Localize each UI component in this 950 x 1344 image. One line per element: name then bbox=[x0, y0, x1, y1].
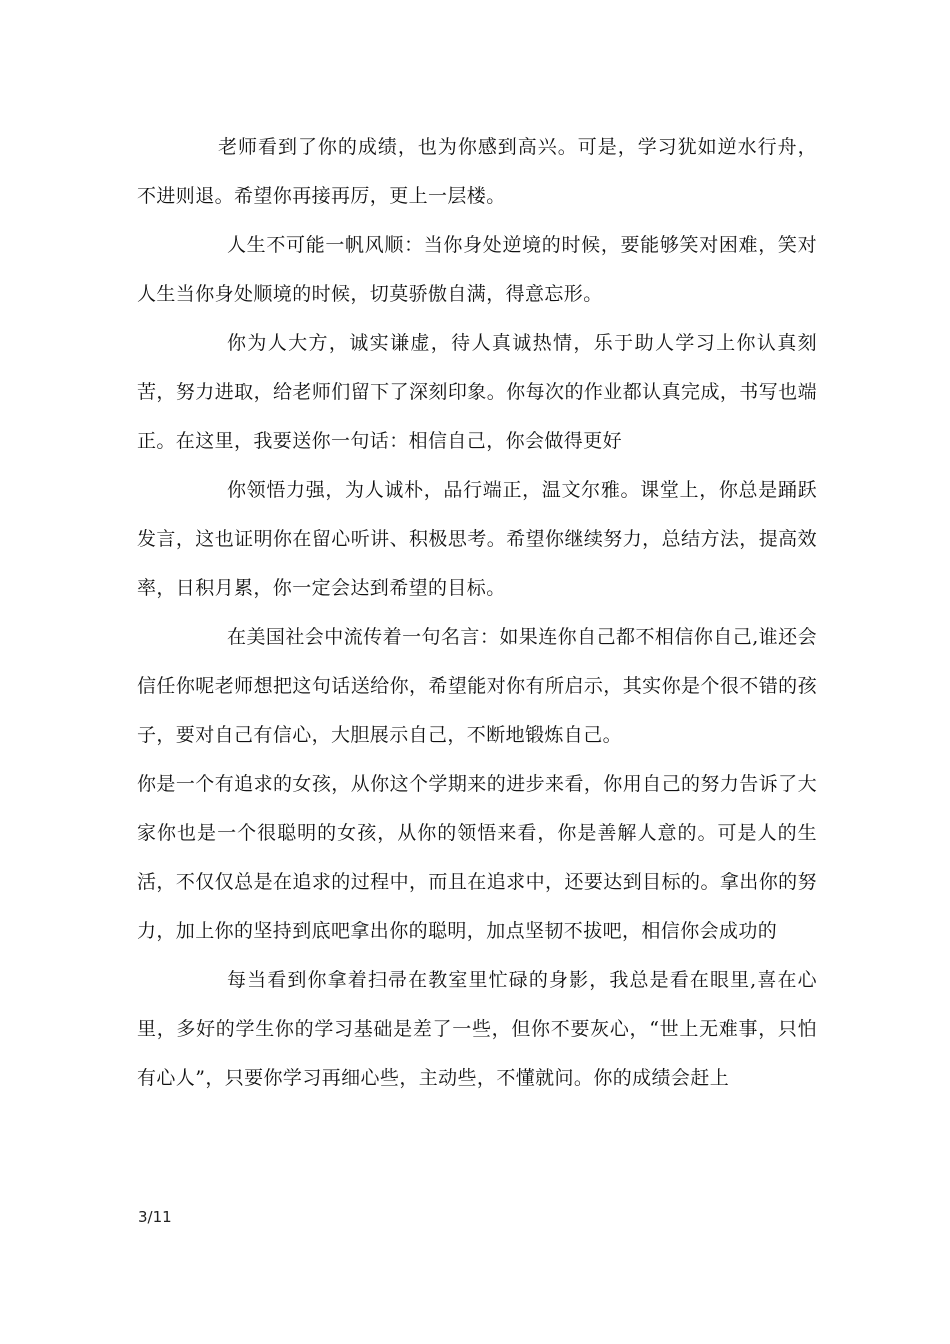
paragraph-6: 你是一个有追求的女孩，从你这个学期来的进步来看，你用自己的努力告诉了大家你也是一个很聪明的女孩，从你的领悟来看，你是善解人意的。可是人的生活，不仅仅总是在追求的过程中，而且在追求中，还要达到目标的。拿出你的努力，加上你的坚持到底吧拿出你的聪明，加点坚韧不拔吧，相信你会成功的 bbox=[137, 773, 817, 942]
paragraph-1: 老师看到了你的成绩，也为你感到高兴。可是，学习犹如逆水行舟，不进则退。希望你再接再厉，更上一层楼。 bbox=[137, 136, 817, 207]
paragraph-3: 你为人大方，诚实谦虚，待人真诚热情，乐于助人学习上你认真刻苦，努力进取，给老师们留下了深刻印象。你每次的作业都认真完成，书写也端正。在这里，我要送你一句话：相信自己，你会做得更好 bbox=[137, 332, 817, 452]
paragraph-4: 你领悟力强，为人诚朴，品行端正，温文尔雅。课堂上，你总是踊跃发言，这也证明你在留心听讲、积极思考。希望你继续努力，总结方法，提高效率，日积月累，你一定会达到希望的目标。 bbox=[137, 479, 817, 599]
paragraph-5: 在美国社会中流传着一句名言：如果连你自己都不相信你自己,谁还会信任你呢老师想把这句话送给你，希望能对你有所启示，其实你是个很不错的孩子，要对自己有信心，大胆展示自己，不断地锻炼自己。 bbox=[137, 626, 817, 746]
paragraph-2: 人生不可能一帆风顺：当你身处逆境的时候，要能够笑对困难，笑对人生当你身处顺境的时候，切莫骄傲自满，得意忘形。 bbox=[137, 234, 817, 305]
document-body bbox=[137, 123, 817, 1103]
paragraph-7: 每当看到你拿着扫帚在教室里忙碌的身影，我总是看在眼里,喜在心里，多好的学生你的学习基础是差了一些，但你不要灰心，“世上无难事，只怕有心人”，只要你学习再细心些，主动些，不懂就问。你的成绩会赶上 bbox=[137, 969, 817, 1089]
page-number: 3/11 bbox=[138, 1208, 172, 1226]
